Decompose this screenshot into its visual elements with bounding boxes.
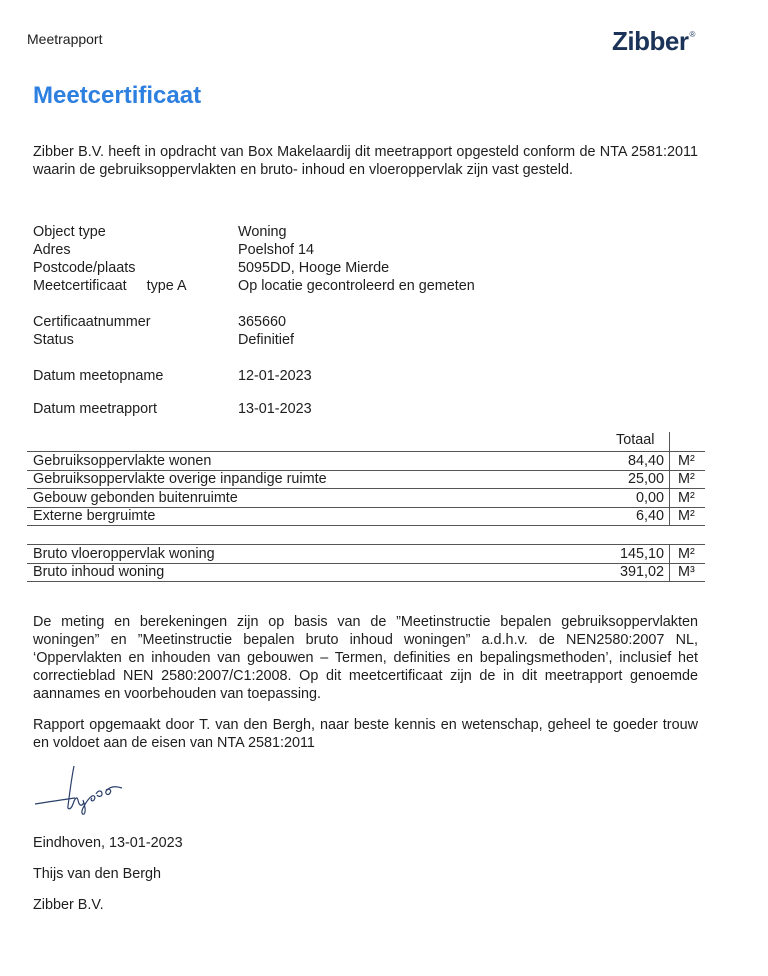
row-value: 0,00 bbox=[635, 490, 664, 506]
info-label: Meetcertificaat type A bbox=[33, 278, 187, 294]
info-label: Certificaatnummer bbox=[33, 314, 151, 330]
registered-mark: ® bbox=[689, 30, 695, 39]
table-row bbox=[33, 452, 705, 470]
info-label: Postcode/plaats bbox=[33, 260, 136, 276]
row-unit: M² bbox=[678, 471, 695, 487]
info-value: 13-01-2023 bbox=[238, 401, 312, 417]
report-label: Meetrapport bbox=[27, 31, 103, 47]
info-value: 12-01-2023 bbox=[238, 368, 312, 384]
row-value: 25,00 bbox=[627, 471, 664, 487]
row-unit: M² bbox=[678, 453, 695, 469]
row-name: Gebruiksoppervlakte overige inpandige ruimte bbox=[33, 471, 327, 487]
row-value: 6,40 bbox=[635, 508, 664, 524]
table-row bbox=[33, 489, 705, 507]
row-name: Gebouw gebonden buitenruimte bbox=[33, 490, 238, 506]
signer-company: Zibber B.V. bbox=[33, 897, 104, 913]
info-value: 365660 bbox=[238, 314, 287, 330]
page-title: Meetcertificaat bbox=[33, 82, 202, 109]
row-name: Bruto vloeroppervlak woning bbox=[33, 546, 215, 562]
total-column-header: Totaal bbox=[616, 432, 655, 448]
info-value: Op locatie gecontroleerd en gemeten bbox=[238, 278, 475, 294]
info-value: Definitief bbox=[238, 332, 294, 348]
row-name: Bruto inhoud woning bbox=[33, 564, 165, 580]
intro-paragraph: Zibber B.V. heeft in opdracht van Box Makelaardij dit meetrapport opgesteld conform de NTA 2581:2011 waarin de gebruiksoppervlakten en bruto- inhoud en vloeroppervlak zijn vast gesteld. bbox=[33, 144, 698, 178]
table-rule bbox=[27, 581, 705, 582]
table-row bbox=[33, 545, 705, 563]
row-unit: M³ bbox=[678, 564, 695, 580]
statement-paragraph: Rapport opgemaakt door T. van den Bergh, naar beste kennis en wetenschap, geheel te goeder trouw en voldoet aan de eisen van NTA 2581:2011 bbox=[33, 717, 698, 751]
info-value: Woning bbox=[238, 224, 287, 240]
logo-text: Zibber bbox=[612, 26, 689, 56]
info-value: Poelshof 14 bbox=[238, 242, 315, 258]
info-label: Status bbox=[33, 332, 74, 348]
row-unit: M² bbox=[678, 508, 695, 524]
info-label: Datum meetopname bbox=[33, 368, 164, 384]
row-name: Externe bergruimte bbox=[33, 508, 156, 524]
row-unit: M² bbox=[678, 546, 695, 562]
place-date: Eindhoven, 13-01-2023 bbox=[33, 835, 183, 851]
row-name: Gebruiksoppervlakte wonen bbox=[33, 453, 212, 469]
zibber-logo bbox=[612, 26, 694, 57]
info-value: 5095DD, Hooge Mierde bbox=[238, 260, 390, 276]
info-label: Datum meetrapport bbox=[33, 401, 157, 417]
table-rule bbox=[27, 525, 705, 526]
info-label: Adres bbox=[33, 242, 71, 258]
row-value: 145,10 bbox=[619, 546, 664, 562]
signer-name: Thijs van den Bergh bbox=[33, 866, 161, 882]
methodology-paragraph: De meting en berekeningen zijn op basis van de ”Meetinstructie bepalen gebruiksoppervlakten woningen” en ”Meetinstructie bepalen bruto inhoud woningen” a.d.h.v. de NEN2580:2007 NL, ‘Oppervlakten en inhouden van gebouwen – Termen, definities en bepalingsmethoden’, inclusief het correctieblad NEN 2580:2007/C1:2008. Op dit meetcertificaat zijn de in dit meetrapport genoemde aannames en voorbehouden van toepassing. bbox=[33, 614, 698, 702]
table-row bbox=[33, 470, 705, 488]
row-unit: M² bbox=[678, 490, 695, 506]
row-value: 391,02 bbox=[619, 564, 664, 580]
table-row bbox=[33, 563, 705, 581]
handwritten-signature bbox=[30, 760, 130, 815]
row-value: 84,40 bbox=[627, 453, 664, 469]
info-label: Object type bbox=[33, 224, 106, 240]
table-row bbox=[33, 507, 705, 525]
